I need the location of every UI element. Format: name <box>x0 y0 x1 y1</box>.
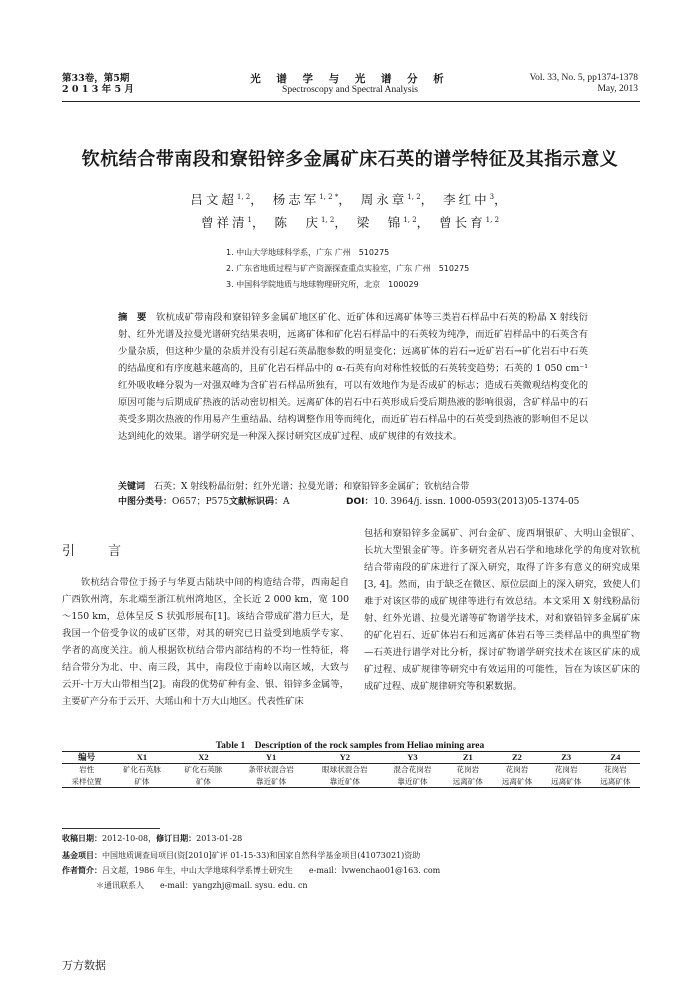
paper-title: 钦杭结合带南段和寮铅锌多金属矿床石英的谱学特征及其指示意义 <box>81 149 619 170</box>
author: 周永章 <box>360 192 408 207</box>
table-row <box>62 776 640 788</box>
footnote-fund <box>62 850 420 862</box>
abstract <box>118 309 588 445</box>
bio-text: 吕文超，1986 年生，中山大学地球科学系博士研究生 e-mail：lvwenchao01@163. com <box>102 866 441 875</box>
author: 梁 锦 <box>356 215 404 230</box>
section-heading-intro: 引 言 <box>62 544 132 559</box>
watermark: 万方数据 <box>62 959 106 972</box>
keywords-text: 石英；X 射线粉晶衍射；红外光谱；拉曼光谱；和寮铅锌多金属矿；钦杭结合带 <box>154 482 470 492</box>
affiliation-2: 2. 广东省地质过程与矿产资源探查重点实验室，广东 广州 510275 <box>226 264 470 273</box>
citation: Vol. 33, No. 5, pp1374-1378 <box>529 73 638 83</box>
footnote-corresponding: ＊通讯联系人 e-mail：yangzhj@mail. sysu. edu. cn <box>96 881 308 890</box>
table-header-cell: Z4 <box>591 752 640 764</box>
header-rule <box>62 101 640 102</box>
table-cell: 眼球状混合岩 <box>322 765 368 775</box>
publication-date: May, 2013 <box>597 84 638 94</box>
revised-label: 修订日期： <box>156 834 197 843</box>
footnote-bio <box>62 865 440 877</box>
table-header-cell: X1 <box>111 752 172 764</box>
author-line-2: 曾祥清$^1$， 陈 庆$^{1, 2}$， 梁 锦$^{1, 2}$， 曾长育$^{1, 2}$ <box>200 215 500 230</box>
author-affil-mark: 1, 2 <box>320 215 335 224</box>
table-cell: 矿化石英脉 <box>184 765 223 775</box>
samples-table <box>62 751 640 788</box>
affiliation-1: 1. 中山大学地球科学系，广东 广州 510275 <box>226 248 390 257</box>
author: 曾祥清 <box>200 215 248 230</box>
author-affil-mark: 3 <box>489 192 495 201</box>
table-cell: 花岗岩 <box>456 765 480 775</box>
doc-code-value: A <box>283 497 290 507</box>
author: 李红中 <box>443 192 490 207</box>
table-header-cell: Z3 <box>542 752 591 764</box>
footnote-rule <box>62 828 160 829</box>
table-caption: Table 1 Description of the rock samples from Heliao mining area <box>215 741 485 751</box>
fund-label: 基金项目： <box>62 851 102 860</box>
author-affil-mark: 1, 2 <box>407 192 421 201</box>
table-cell: 岩性 <box>79 765 95 775</box>
table-cell: 矿体 <box>111 776 172 788</box>
author-affil-mark: 1, 2 <box>403 215 417 224</box>
table-header-cell: 编号 <box>62 752 111 764</box>
table-cell: 靠近矿体 <box>382 776 443 788</box>
clc-label: 中图分类号： <box>118 497 173 507</box>
table-header-cell: Y2 <box>308 752 382 764</box>
received-label: 收稿日期： <box>62 834 102 843</box>
author-affil-mark: 1, 2 <box>485 215 500 224</box>
table-cell: 采样位置 <box>62 776 111 788</box>
author: 杨志军 <box>272 192 320 207</box>
author-line-1: 吕文超$^{1, 2}$， 杨志军$^{1, 2 *}$， 周永章$^{1, 2}$， 李红中$^3$， <box>190 192 510 207</box>
table-cell: 矿化石英脉 <box>122 765 161 775</box>
author-affil-mark: 1, 2 * <box>319 192 339 201</box>
table-cell: 条带状混合岩 <box>248 765 294 775</box>
table-row <box>62 764 640 776</box>
table-cell: 矿体 <box>173 776 234 788</box>
keywords <box>118 479 588 495</box>
bio-label: 作者简介： <box>62 866 102 875</box>
table-cell: 靠近矿体 <box>234 776 308 788</box>
table-cell: 远离矿体 <box>443 776 492 788</box>
doi-label: DOI： <box>346 497 374 507</box>
author: 吕文超 <box>190 192 237 207</box>
citation-info <box>529 73 638 95</box>
table-cell: 混合花岗岩 <box>393 765 432 775</box>
affiliation-3: 3. 中国科学院地质与地球物理研究所，北京 100029 <box>226 280 419 289</box>
fund-text: 中国地质调查局项目(资[2010]矿评 01-15-33)和国家自然科学基金项目(41073021)资助 <box>102 851 421 860</box>
author: 曾长育 <box>439 215 486 230</box>
table-header-cell: Z2 <box>492 752 541 764</box>
table-cell: 远离矿体 <box>591 776 640 788</box>
author: 陈 庆 <box>274 215 321 230</box>
table-cell: 远离矿体 <box>492 776 541 788</box>
author-affil-mark: 1, 2 <box>236 192 251 201</box>
table-header-cell: X2 <box>173 752 234 764</box>
table-cell: 靠近矿体 <box>308 776 382 788</box>
year-month: 2 0 1 3 年 5 月 <box>62 84 134 95</box>
table-header-cell: Z1 <box>443 752 492 764</box>
table-header-row <box>62 752 640 764</box>
journal-name-en: Spectroscopy and Spectral Analysis <box>282 85 418 95</box>
revised-date: 2013-01-28 <box>196 834 243 843</box>
table-cell: 远离矿体 <box>542 776 591 788</box>
footnote-dates <box>62 833 242 845</box>
table-cell: 花岗岩 <box>505 765 529 775</box>
keywords-label: 关键词 <box>118 482 146 492</box>
abstract-text: 钦杭成矿带南段和寮铅锌多金属矿地区矿化、近矿体和远离矿体等三类岩石样品中石英的粉晶 X 射线衍射、红外光谱及拉曼光谱研究结果表明，远离矿体和矿化岩石样品中的石英较为纯净，而近矿岩样品中的石英含有少量杂质，但这种少量的杂质并没有引起石英晶胞参数的明显变化；远离矿体的岩石→近矿岩石→矿化岩石中石英的结晶度和有序度越来越高的，且矿化岩石样品中的 α-石英有向对称性较低的石英转变趋势；石英的 1 050 cm⁻¹ 红外吸收峰分裂为一对强双峰为含矿岩石样品所独有，可以有效地作为是否成矿的标志；造成石英微观结构变化的原因可能与后期成矿热液的活动密切相关。远离矿体的岩石中石英形成后受后期热液的影响很弱，含矿样品中的石英受多期次热液的作用易产生重结晶、结构调整作用等而纯化，而近矿岩石样品中的石英受到热液的影响但不足以达到纯化的效果。谱学研究是一种深入探讨研究区成矿过程、成矿规律的有效技术。 <box>118 312 588 442</box>
journal-name-zh: 光 谱 学 与 光 谱 分 析 <box>250 73 450 85</box>
doi-value: 10. 3964/j. issn. 1000-0593(2013)05-1374-05 <box>373 497 580 507</box>
table-cell: 花岗岩 <box>554 765 578 775</box>
table-header-cell: Y1 <box>234 752 308 764</box>
table-header-cell: Y3 <box>382 752 443 764</box>
volume-issue: 第33卷，第5期 <box>62 73 130 84</box>
intro-left-column: 钦杭结合带位于扬子与华夏古陆块中间的构造结合带，西南起自广西钦州湾，东北端至浙江杭州湾地区，全长近 2 000 km，宽 100～150 km，总体呈反 S 状弧形展布[1]。该结合带成矿潜力巨大，是我国一个倍受争议的成矿区带，对其的研究已日益受到地质学专家、学者的高度关注。前人根据钦杭结合带内部结构的不均一性特征，将结合带分为北、中、南三段，其中，南段位于南岭以南区域，大致与云开-十万大山带相当[2]。南段的优势矿种有金、银、铅锌多金属等，主要矿产分布于云开、大瑶山和十万大山地区。代表性矿床 <box>62 577 349 707</box>
table-cell: 花岗岩 <box>603 765 627 775</box>
clc-value: O657；P575 <box>172 497 229 507</box>
intro-right-paragraph-1: 包括和寮铅锌多金属矿、河台金矿、庞西垌银矿、大明山金银矿、长坑大型银金矿等。许多研究者从岩石学和地球化学的角度对钦杭结合带南段的矿床进行了深入研究，取得了许多有意义的研究成果[3, 4]。然而，由于缺乏在微区、原位层面上的深入研究，致使人们难于对该区带的成矿规律等进行有效总结。 <box>364 528 641 607</box>
author-affil-mark: 1 <box>247 215 252 224</box>
intro-right-paragraph-2: 本文采用 X 射线粉晶衍射、红外光谱、拉曼光谱等矿物谱学技术，对和寮铅锌多金属矿床的矿化岩石、近矿体岩石和远离矿体岩石等三类样品中的典型矿物—石英进行谱学对比分析，探讨矿物谱学研究技术在该区矿床的成矿过程、成矿规律等研究中有效运用的可能性，旨在为该区矿床的成矿过程、成矿规律研究等积累数据。 <box>364 596 640 692</box>
received-date: 2012-10-08， <box>102 834 157 843</box>
classification-line <box>118 494 598 510</box>
abstract-label: 摘 要 <box>118 312 147 323</box>
doc-code-label: 文献标识码： <box>229 497 284 507</box>
intro-right-column <box>364 525 640 695</box>
